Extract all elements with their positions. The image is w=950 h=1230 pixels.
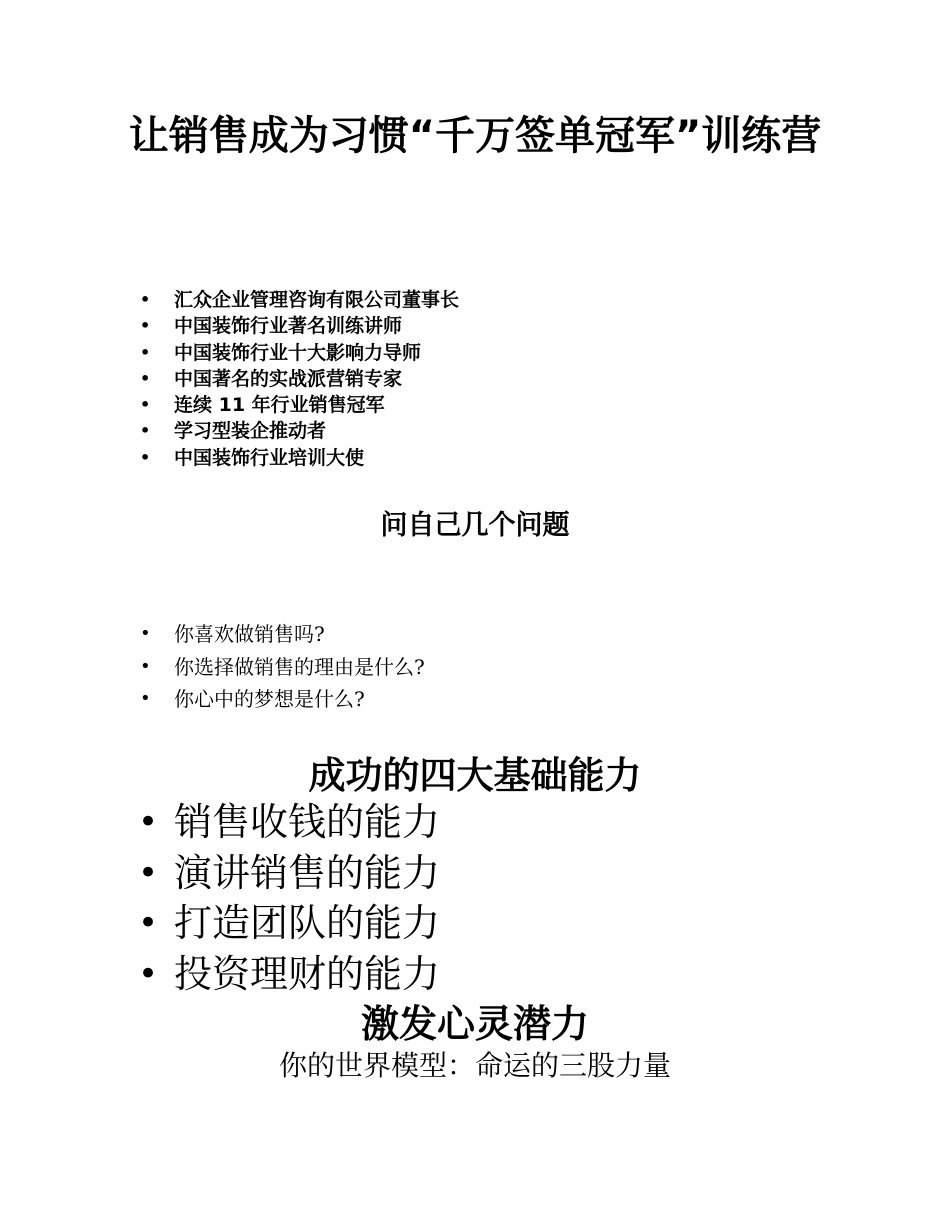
list-item — [138, 287, 738, 313]
list-item-text: 连续 11 年行业销售冠军 — [174, 394, 385, 417]
bullet-icon: • — [140, 655, 151, 677]
list-item-text: 你选择做销售的理由是什么? — [174, 654, 425, 679]
list-item — [138, 392, 738, 418]
list-item — [138, 683, 738, 716]
list-item-text: 中国装饰行业十大影响力导师 — [174, 341, 422, 364]
questions-list — [138, 618, 738, 716]
bio-list — [138, 287, 738, 471]
list-item — [136, 797, 736, 848]
bullet-icon: • — [140, 688, 151, 709]
list-item-text: 销售收钱的能力 — [174, 800, 441, 844]
list-item-text: 投资理财的能力 — [174, 951, 441, 996]
list-item-text: 打造团队的能力 — [174, 901, 441, 945]
bullet-icon: • — [140, 290, 151, 309]
list-item — [136, 848, 736, 899]
bullet-icon: • — [140, 342, 151, 362]
list-item — [136, 898, 736, 949]
list-item-text: 你心中的梦想是什么? — [174, 687, 365, 711]
abilities-list — [136, 797, 736, 999]
list-item — [138, 340, 738, 366]
potential-subtitle: 你的世界模型：命运的三股力量 — [278, 1049, 671, 1082]
list-item — [138, 618, 738, 651]
list-item-text: 演讲销售的能力 — [174, 850, 441, 895]
bullet-icon: • — [140, 421, 151, 441]
bullet-icon: • — [138, 953, 159, 994]
list-item — [138, 418, 738, 444]
bullet-icon: • — [138, 802, 159, 842]
list-item-text: 中国装饰行业培训大使 — [174, 446, 365, 469]
abilities-heading: 成功的四大基础能力 — [308, 754, 642, 797]
list-item — [138, 313, 738, 339]
page-title: 让销售成为习惯“千万签单冠军”训练营 — [128, 113, 822, 159]
list-item — [138, 445, 738, 471]
bullet-icon: • — [140, 623, 151, 644]
list-item — [138, 651, 738, 684]
list-item — [136, 949, 736, 1000]
bullet-icon: • — [140, 368, 151, 388]
bullet-icon: • — [140, 447, 151, 467]
list-item — [138, 366, 738, 392]
bullet-icon: • — [138, 852, 159, 893]
list-item-text: 你喜欢做销售吗? — [174, 622, 325, 646]
list-item-text: 汇众企业管理咨询有限公司董事长 — [174, 289, 460, 311]
bullet-icon: • — [138, 903, 159, 943]
list-item-text: 中国著名的实战派营销专家 — [174, 367, 403, 390]
bullet-icon: • — [140, 316, 151, 336]
list-item-text: 学习型装企推动者 — [174, 420, 327, 443]
questions-heading: 问自己几个问题 — [380, 510, 570, 541]
list-item-text: 中国装饰行业著名训练讲师 — [174, 315, 403, 338]
potential-heading: 激发心灵潜力 — [360, 1002, 589, 1046]
bullet-icon: • — [140, 395, 151, 415]
